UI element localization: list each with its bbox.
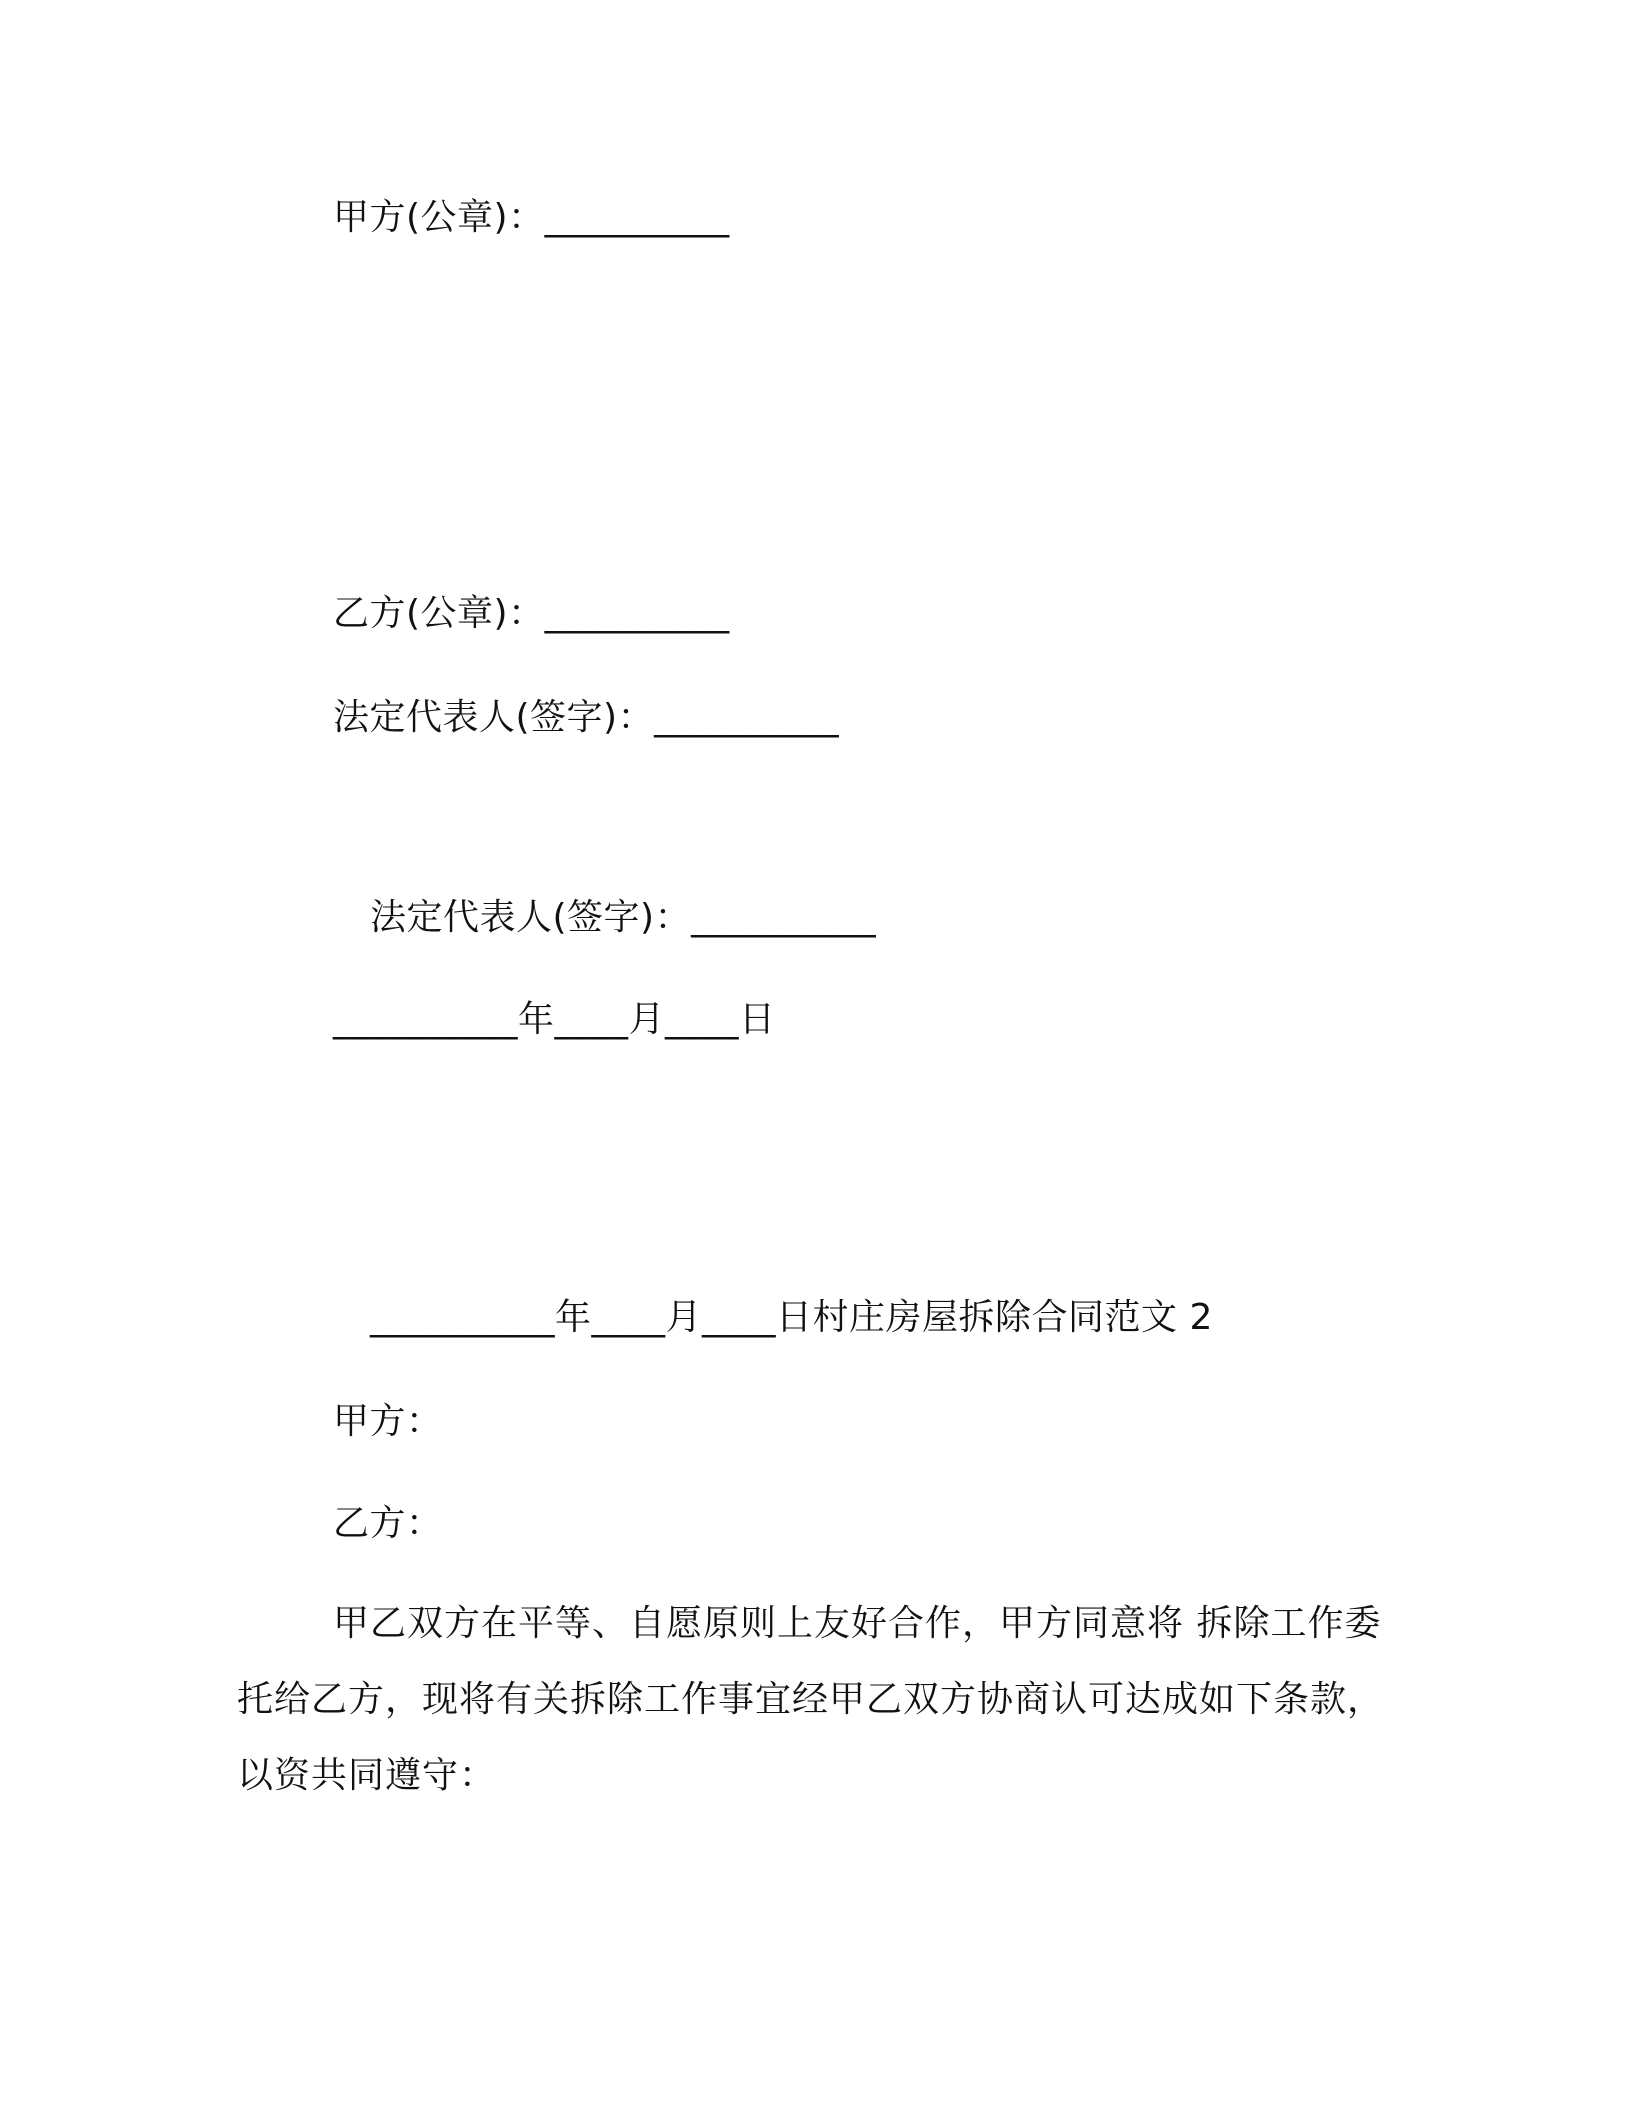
party-b-label: 乙方：	[333, 1503, 443, 1544]
signing-date-line: __________年____月____日	[333, 999, 776, 1040]
legal-representative-line-1: 法定代表人(签字)：__________	[333, 697, 840, 738]
party-a-seal-line: 甲方(公章)：__________	[333, 197, 730, 238]
contract-heading-2: __________年____月____日村庄房屋拆除合同范文 2	[370, 1297, 1213, 1338]
legal-representative-line-2: 法定代表人(签字)：__________	[370, 897, 877, 938]
party-a-label: 甲方：	[333, 1401, 443, 1442]
intro-paragraph: 甲乙双方在平等、自愿原则上友好合作，甲方同意将 拆除工作委托给乙方，现将有关拆除工作事宜经甲乙双方协商认可达成如下条款，以资共同遵守：	[237, 1603, 1385, 1796]
party-b-seal-line: 乙方(公章)：__________	[333, 593, 730, 634]
